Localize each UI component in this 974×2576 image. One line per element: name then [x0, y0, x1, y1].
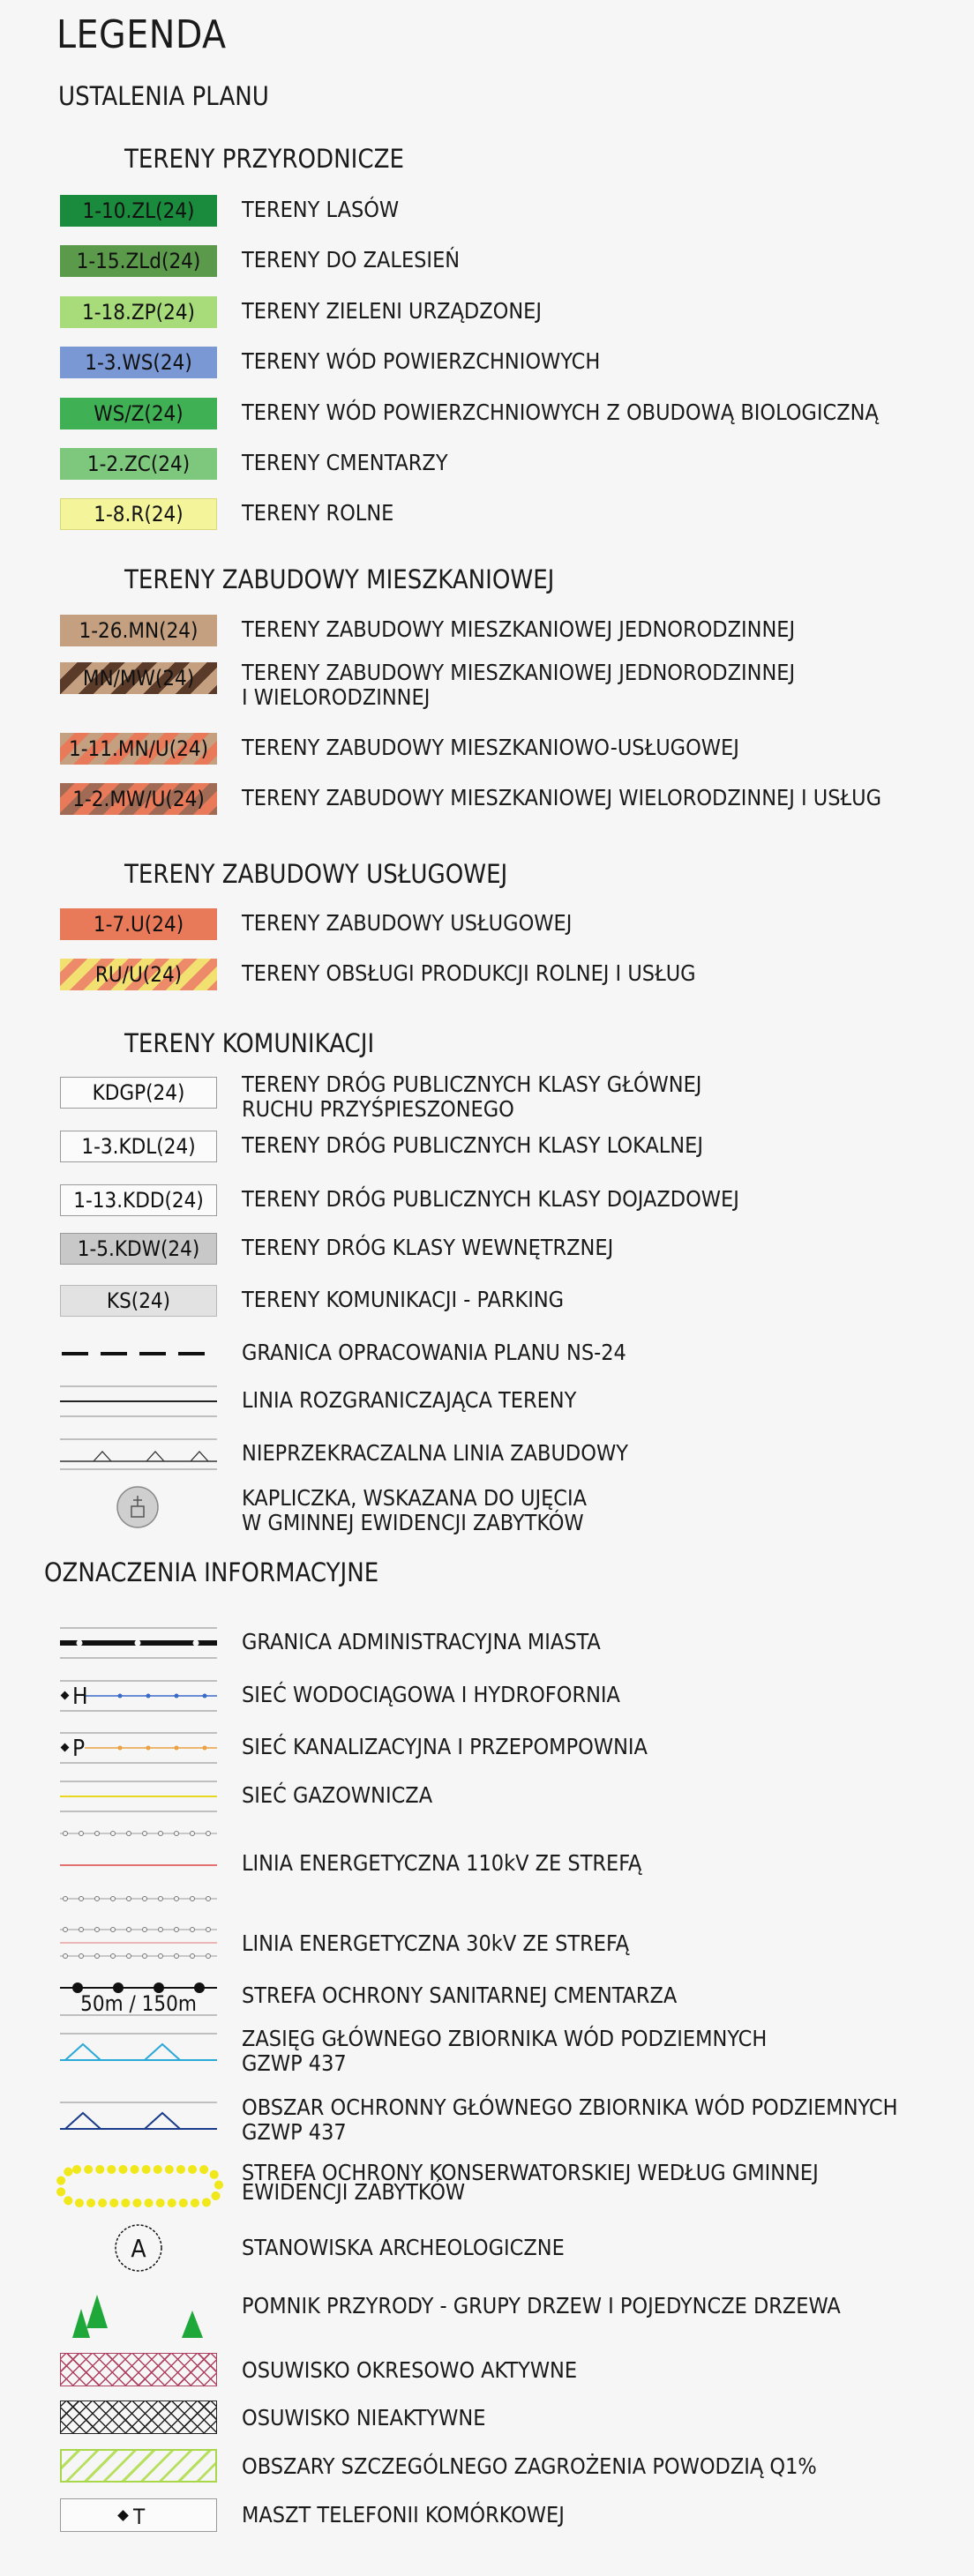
section-nature: TERENY PRZYRODNICZE — [124, 144, 404, 174]
legend-label: TERENY ZABUDOWY MIESZKANIOWEJ JEDNORODZINNEJ — [242, 616, 796, 642]
swatch-code: 1-3.WS(24) — [85, 350, 192, 375]
legend-label: TERENY KOMUNIKACJI - PARKING — [242, 1287, 565, 1312]
legend-label: OBSZARY SZCZEGÓLNEGO ZAGROŻENIA POWODZIĄ Q1% — [242, 2453, 817, 2479]
swatch-zl — [60, 195, 217, 227]
swatch-code: KDGP(24) — [92, 1080, 185, 1105]
legend-label: SIEĆ KANALIZACYJNA I PRZEPOMPOWNIA — [242, 1734, 648, 1759]
label-line-1: TERENY ZABUDOWY MIESZKANIOWEJ JEDNORODZINNEJ — [242, 660, 796, 685]
section-transport: TERENY KOMUNIKACJI — [124, 1028, 375, 1058]
swatch-code: 1-18.ZP(24) — [82, 300, 195, 325]
label-line-1: KAPLICZKA, WSKAZANA DO UJĘCIA — [242, 1485, 588, 1511]
aquifer-protection-symbol — [60, 2102, 217, 2132]
dividing-line-symbol — [60, 1385, 217, 1417]
label-line-1: OBSZAR OCHRONNY GŁÓWNEGO ZBIORNIKA WÓD PODZIEMNYCH — [242, 2094, 898, 2120]
section-info: OZNACZENIA INFORMACYJNE — [44, 1557, 379, 1587]
legend-label: STANOWISKA ARCHEOLOGICZNE — [242, 2235, 565, 2260]
swatch-zp — [60, 296, 217, 328]
legend-label: TERENY WÓD POWIERZCHNIOWYCH — [242, 348, 601, 374]
label-line-1: ZASIĘG GŁÓWNEGO ZBIORNIKA WÓD PODZIEMNYCH — [242, 2026, 768, 2051]
swatch-code: 1-2.MW/U(24) — [72, 787, 205, 811]
label-line-1: TERENY DRÓG PUBLICZNYCH KLASY GŁÓWNEJ — [242, 1071, 702, 1097]
label-line-2: GZWP 437 — [242, 2050, 347, 2076]
chapel-icon — [60, 1485, 217, 1529]
legend-label — [242, 1486, 587, 1535]
swatch-code: 1-11.MN/U(24) — [68, 736, 209, 761]
conservation-zone-symbol — [53, 2162, 226, 2210]
legend-label: TERENY ZABUDOWY MIESZKANIOWO-USŁUGOWEJ — [242, 735, 739, 760]
legend-label: POMNIK PRZYRODY - GRUPY DRZEW I POJEDYNCZE DRZEWA — [242, 2293, 841, 2318]
legend-label: TERENY CMENTARZY — [242, 450, 448, 475]
swatch-code: WS/Z(24) — [94, 401, 184, 426]
swatch-mnu — [60, 733, 217, 765]
legend-label: TERENY LASÓW — [242, 197, 400, 222]
label-line-2: W GMINNEJ EWIDENCJI ZABYTKÓW — [242, 1510, 584, 1535]
building-line-symbol — [60, 1438, 217, 1470]
label-line-1: STREFA OCHRONY KONSERWATORSKIEJ WEDŁUG GMINNEJ — [242, 2160, 819, 2185]
hydrophore-letter: H — [72, 1684, 88, 1710]
aquifer-range-symbol — [60, 2033, 217, 2063]
swatch-code: 1-5.KDW(24) — [77, 1236, 200, 1261]
swatch-r — [60, 498, 217, 530]
swatch-code: 1-7.U(24) — [93, 912, 184, 937]
pump-letter: P — [72, 1736, 86, 1762]
legend-label: GRANICA OPRACOWANIA PLANU NS-24 — [242, 1340, 626, 1365]
swatch-code: KS(24) — [106, 1288, 171, 1313]
legend-label: OSUWISKO OKRESOWO AKTYWNE — [242, 2357, 578, 2383]
legend-label: GRANICA ADMINISTRACYJNA MIASTA — [242, 1629, 601, 1654]
sewer-network-symbol — [60, 1732, 217, 1764]
swatch-zld — [60, 245, 217, 277]
swatch-ws — [60, 347, 217, 378]
legend-label: SIEĆ GAZOWNICZA — [242, 1782, 433, 1808]
legend-label: LINIA ROZGRANICZAJĄCA TERENY — [242, 1387, 577, 1413]
label-line-2: EWIDENCJI ZABYTKÓW — [242, 2179, 466, 2205]
legend-label: TERENY OBSŁUGI PRODUKCJI ROLNEJ I USŁUG — [242, 960, 696, 986]
swatch-mn — [60, 615, 217, 646]
legend-label: TERENY WÓD POWIERZCHNIOWYCH Z OBUDOWĄ BIOLOGICZNĄ — [242, 399, 879, 425]
legend-label — [242, 661, 795, 710]
legend-label: STREFA OCHRONY SANITARNEJ CMENTARZA — [242, 1982, 678, 2008]
legend-label: TERENY DRÓG KLASY WEWNĘTRZNEJ — [242, 1235, 614, 1260]
legend-label: TERENY DRÓG PUBLICZNYCH KLASY DOJAZDOWEJ — [242, 1186, 739, 1212]
flood-zone-symbol — [60, 2449, 217, 2483]
swatch-mnmw — [60, 662, 217, 694]
tree-monument-icon — [60, 2275, 217, 2339]
swatch-code: 1-15.ZLd(24) — [76, 249, 201, 273]
legend-label: OSUWISKO NIEAKTYWNE — [242, 2405, 486, 2430]
landslide-active-symbol — [60, 2353, 217, 2386]
swatch-zc — [60, 448, 217, 480]
archaeological-letter: A — [131, 2234, 146, 2263]
swatch-mwu — [60, 783, 217, 815]
archaeological-site-icon — [60, 2223, 217, 2273]
swatch-code: 1-13.KDD(24) — [73, 1188, 204, 1213]
swatch-kdl — [60, 1131, 217, 1162]
legend-label: TERENY ZIELENI URZĄDZONEJ — [242, 298, 543, 324]
legend-label: LINIA ENERGETYCZNA 30kV ZE STREFĄ — [242, 1930, 629, 1956]
water-network-symbol — [60, 1680, 217, 1712]
swatch-code: 1-3.KDL(24) — [81, 1134, 196, 1159]
legend-label: NIEPRZEKRACZALNA LINIA ZABUDOWY — [242, 1440, 628, 1466]
cell-tower-icon — [60, 2498, 217, 2532]
legend-label — [242, 2027, 767, 2076]
cemetery-zone-distance: 50m / 150m — [80, 1991, 197, 2016]
swatch-code: MN/MW(24) — [82, 666, 195, 691]
label-line-2: RUCHU PRZYŚPIESZONEGO — [242, 1096, 514, 1122]
dashed-boundary-symbol — [60, 1338, 217, 1370]
legend-title: LEGENDA — [56, 12, 227, 57]
swatch-code: 1-26.MN(24) — [79, 618, 199, 643]
gas-network-symbol — [60, 1781, 217, 1812]
swatch-ruu — [60, 959, 217, 990]
swatch-code: RU/U(24) — [94, 962, 183, 987]
legend-label: SIEĆ WODOCIĄGOWA I HYDROFORNIA — [242, 1682, 620, 1707]
legend-label — [242, 1072, 701, 1122]
cemetery-zone-symbol — [60, 1979, 217, 2016]
legend-subtitle: USTALENIA PLANU — [58, 81, 269, 111]
legend-label — [242, 2095, 898, 2145]
power-line-30kv-symbol — [60, 1920, 217, 1966]
legend-label: TERENY DO ZALESIEŃ — [242, 247, 461, 273]
swatch-kdw — [60, 1233, 217, 1265]
label-line-2: I WIELORODZINNEJ — [242, 684, 431, 710]
legend-label: TERENY DRÓG PUBLICZNYCH KLASY LOKALNEJ — [242, 1132, 703, 1158]
section-residential: TERENY ZABUDOWY MIESZKANIOWEJ — [124, 564, 555, 594]
legend-label: LINIA ENERGETYCZNA 110kV ZE STREFĄ — [242, 1850, 642, 1876]
power-line-110kv-symbol — [60, 1826, 217, 1906]
label-line-2: GZWP 437 — [242, 2119, 347, 2145]
landslide-inactive-symbol — [60, 2401, 217, 2434]
legend-label: TERENY ROLNE — [242, 500, 394, 526]
swatch-kdgp — [60, 1077, 217, 1109]
legend-label: TERENY ZABUDOWY MIESZKANIOWEJ WIELORODZINNEJ I USŁUG — [242, 785, 882, 810]
legend-label: TERENY ZABUDOWY USŁUGOWEJ — [242, 910, 573, 936]
cell-tower-letter: T — [133, 2505, 146, 2529]
swatch-wsz — [60, 398, 217, 429]
swatch-code: 1-8.R(24) — [94, 502, 184, 526]
swatch-u — [60, 908, 217, 940]
section-services: TERENY ZABUDOWY USŁUGOWEJ — [124, 859, 508, 889]
swatch-code: 1-2.ZC(24) — [86, 452, 191, 476]
legend-label: MASZT TELEFONII KOMÓRKOWEJ — [242, 2502, 565, 2527]
admin-boundary-symbol — [60, 1627, 217, 1659]
swatch-ks — [60, 1285, 217, 1317]
legend-label — [242, 2160, 819, 2205]
swatch-code: 1-10.ZL(24) — [82, 198, 195, 223]
swatch-kdd — [60, 1184, 217, 1216]
